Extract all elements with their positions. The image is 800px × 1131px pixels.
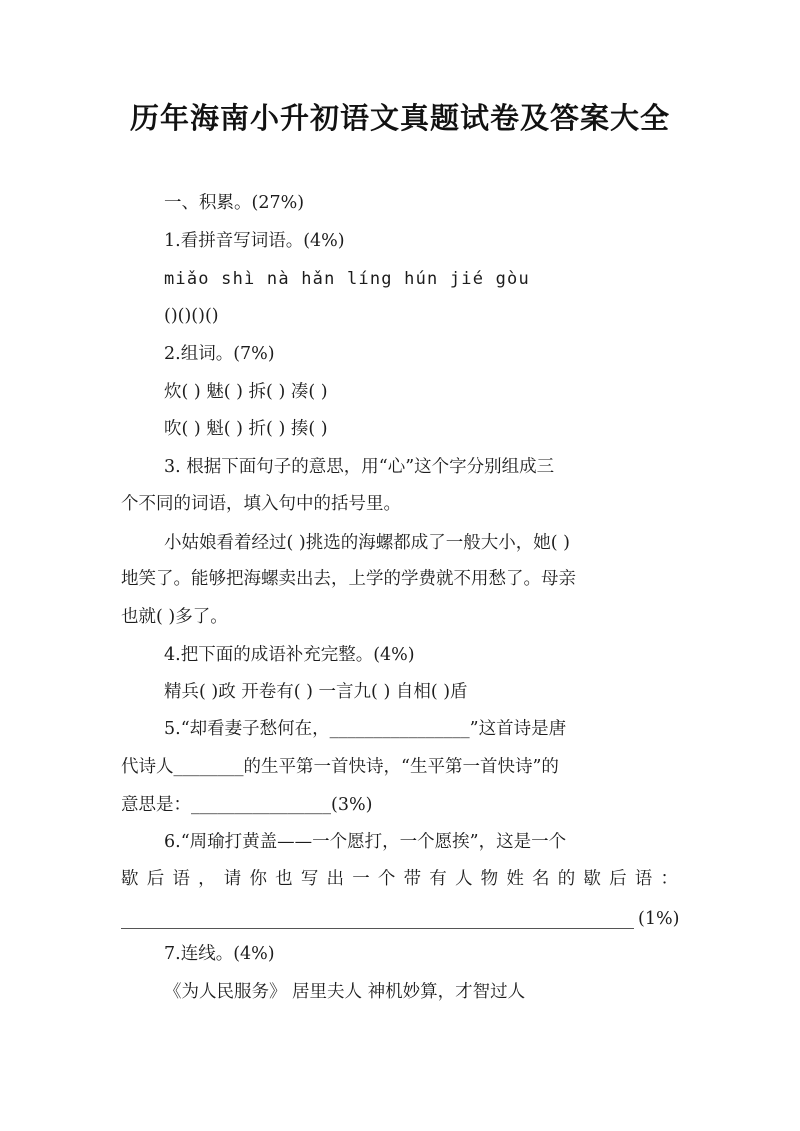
matching-row-1: 《为人民服务》 居里夫人 神机妙算，才智过人: [164, 982, 526, 1002]
question-3-passage-line-1: 小姑娘看着经过( )挑选的海螺都成了一般大小，她( ): [164, 533, 570, 553]
question-5-line-3: 意思是：________________(3%): [121, 795, 373, 815]
question-5-line-2: 代诗人________的生平第一首快诗，“生平第一首快诗”的: [121, 757, 559, 777]
question-3-passage-line-2: 地笑了。能够把海螺卖出去，上学的学费就不用愁了。母亲: [121, 569, 576, 589]
question-6-line-1: 6.“周瑜打黄盖——一个愿打，一个愿挨”，这是一个: [164, 832, 567, 852]
question-7-heading: 7.连线。(4%): [164, 944, 275, 964]
section-heading-accumulation: 一、积累。(27%): [164, 193, 305, 213]
question-3-text-line-1: 3. 根据下面句子的意思，用“心”这个字分别组成三: [164, 457, 555, 477]
word-group-row-2: 吹( ) 魁( ) 折( ) 揍( ): [164, 419, 328, 439]
question-1-heading: 1.看拼音写词语。(4%): [164, 231, 345, 251]
pinyin-prompt: miǎo shì nà hǎn líng hún jié gòu: [164, 269, 530, 289]
question-3-passage-line-3: 也就( )多了。: [121, 607, 228, 627]
question-6-line-2: 歇后语，请你也写出一个带有人物姓名的歇后语：: [121, 869, 678, 889]
question-5-line-1: 5.“却看妻子愁何在，________________”这首诗是唐: [164, 719, 567, 739]
question-6-score: (1%): [638, 909, 680, 929]
question-3-text-line-2: 个不同的词语，填入句中的括号里。: [121, 494, 401, 514]
question-2-heading: 2.组词。(7%): [164, 344, 275, 364]
question-4-heading: 4.把下面的成语补充完整。(4%): [164, 645, 415, 665]
pinyin-answer-blanks: ()()()(): [164, 306, 219, 326]
word-group-row-1: 炊( ) 魅( ) 拆( ) 凑( ): [164, 382, 328, 402]
idiom-completion-row: 精兵( )政 开卷有( ) 一言九( ) 自相( )盾: [164, 682, 468, 702]
page-title: 历年海南小升初语文真题试卷及答案大全: [129, 101, 670, 135]
question-6-answer-line: [121, 914, 634, 929]
